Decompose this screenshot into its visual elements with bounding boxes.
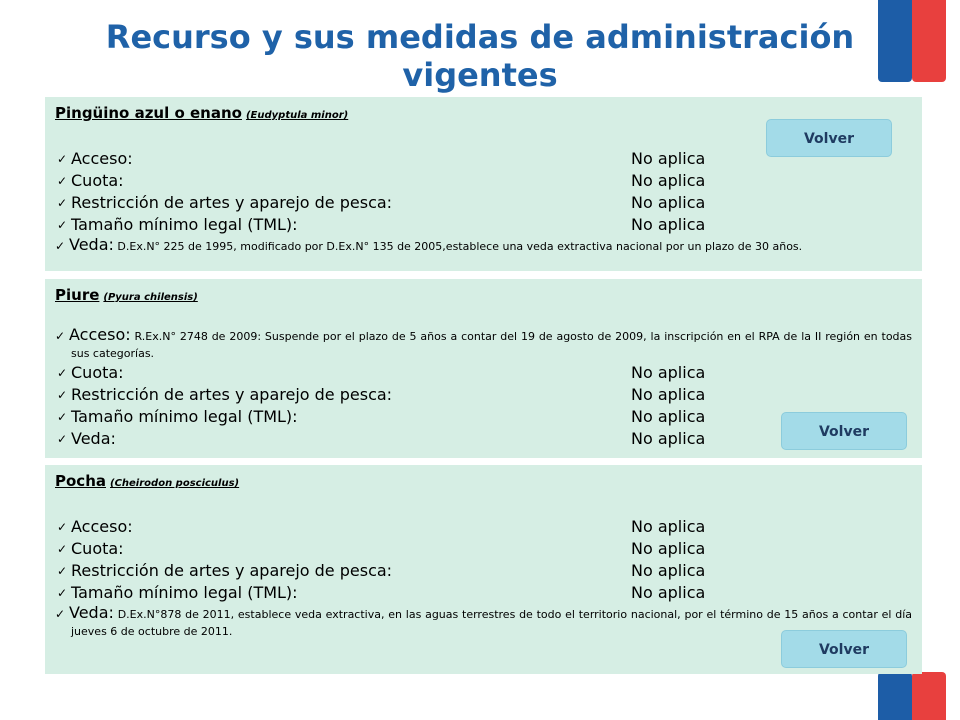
measure-label: Restricción de artes y aparejo de pesca: (71, 385, 393, 404)
measure-label: Tamaño mínimo legal (TML): (71, 583, 298, 602)
measure-value: No aplica (631, 149, 706, 168)
measure-value: No aplica (631, 215, 706, 234)
measure-paragraph-veda (55, 236, 912, 255)
measure-row-cuota (55, 538, 912, 560)
measure-value: No aplica (631, 407, 706, 426)
measure-value: No aplica (631, 583, 706, 602)
measure-value: No aplica (631, 363, 706, 382)
measure-value: No aplica (631, 429, 706, 448)
measure-row-restriccion (55, 192, 912, 214)
volver-button[interactable]: Volver (781, 630, 907, 668)
flag-decoration-bottom (878, 672, 946, 720)
volver-button[interactable]: Volver (781, 412, 907, 450)
checkmark-icon: ✓ (57, 586, 68, 600)
section-title (55, 471, 912, 494)
species-name: Pocha (55, 472, 106, 490)
measure-row-acceso (55, 516, 912, 538)
measure-label: Restricción de artes y aparejo de pesca: (71, 561, 393, 580)
species-scientific-name: (Pyura chilensis) (103, 292, 198, 303)
measure-label: Veda: (69, 603, 114, 622)
measure-row-restriccion (55, 560, 912, 582)
checkmark-icon: ✓ (57, 218, 68, 232)
flag-red-stripe (912, 0, 946, 82)
species-scientific-name: (Eudyptula minor) (245, 110, 349, 121)
measure-label: Cuota: (71, 539, 124, 558)
checkmark-icon: ✓ (55, 329, 66, 343)
checkmark-icon: ✓ (55, 607, 66, 621)
checkmark-icon: ✓ (55, 239, 66, 253)
flag-red-stripe (912, 672, 946, 720)
checkmark-icon: ✓ (57, 410, 68, 424)
measure-label: Acceso: (69, 325, 131, 344)
measure-paragraph-acceso (55, 326, 912, 362)
measure-label: Veda: (69, 235, 114, 254)
measure-value: No aplica (631, 385, 706, 404)
checkmark-icon: ✓ (57, 196, 68, 210)
measure-row-tml (55, 214, 912, 236)
measure-value: No aplica (631, 517, 706, 536)
measure-value: No aplica (631, 561, 706, 580)
measure-row-cuota (55, 362, 912, 384)
flag-blue-stripe (878, 0, 912, 82)
checkmark-icon: ✓ (57, 542, 68, 556)
measure-label: Acceso: (71, 517, 133, 536)
measure-label: Acceso: (71, 149, 133, 168)
species-scientific-name: (Cheirodon posciculus) (110, 478, 240, 489)
measure-label: Restricción de artes y aparejo de pesca: (71, 193, 393, 212)
checkmark-icon: ✓ (57, 366, 68, 380)
measure-label: Cuota: (71, 171, 124, 190)
checkmark-icon: ✓ (57, 152, 68, 166)
measure-text: R.Ex.N° 2748 de 2009: Suspende por el plazo de 5 años a contar del 19 de agosto de 2009, la inscripción en el RPA de la II región en todas sus categorías. (71, 330, 913, 360)
species-name: Pingüino azul o enano (55, 104, 242, 122)
measure-text: D.Ex.N°878 de 2011, establece veda extractiva, en las aguas terrestres de todo el territorio nacional, por el término de 15 años a contar el día jueves 6 de octubre de 2011. (71, 608, 912, 638)
page-title: Recurso y sus medidas de administración vigentes (105, 18, 855, 94)
measure-row-tml (55, 582, 912, 604)
measure-label: Cuota: (71, 363, 124, 382)
checkmark-icon: ✓ (57, 174, 68, 188)
checkmark-icon: ✓ (57, 564, 68, 578)
checkmark-icon: ✓ (57, 520, 68, 534)
measure-label: Veda: (71, 429, 116, 448)
measure-label: Tamaño mínimo legal (TML): (71, 407, 298, 426)
measure-value: No aplica (631, 171, 706, 190)
flag-decoration-top (878, 0, 946, 82)
measure-row-cuota (55, 170, 912, 192)
checkmark-icon: ✓ (57, 432, 68, 446)
measure-row-restriccion (55, 384, 912, 406)
species-name: Piure (55, 286, 100, 304)
volver-button[interactable]: Volver (766, 119, 892, 157)
measure-value: No aplica (631, 193, 706, 212)
measure-text: D.Ex.N° 225 de 1995, modificado por D.Ex.N° 135 de 2005,establece una veda extractiva nacional por un plazo de 30 años. (117, 240, 803, 253)
flag-blue-stripe (878, 672, 912, 720)
measure-value: No aplica (631, 539, 706, 558)
measure-label: Tamaño mínimo legal (TML): (71, 215, 298, 234)
checkmark-icon: ✓ (57, 388, 68, 402)
section-title (55, 285, 912, 308)
